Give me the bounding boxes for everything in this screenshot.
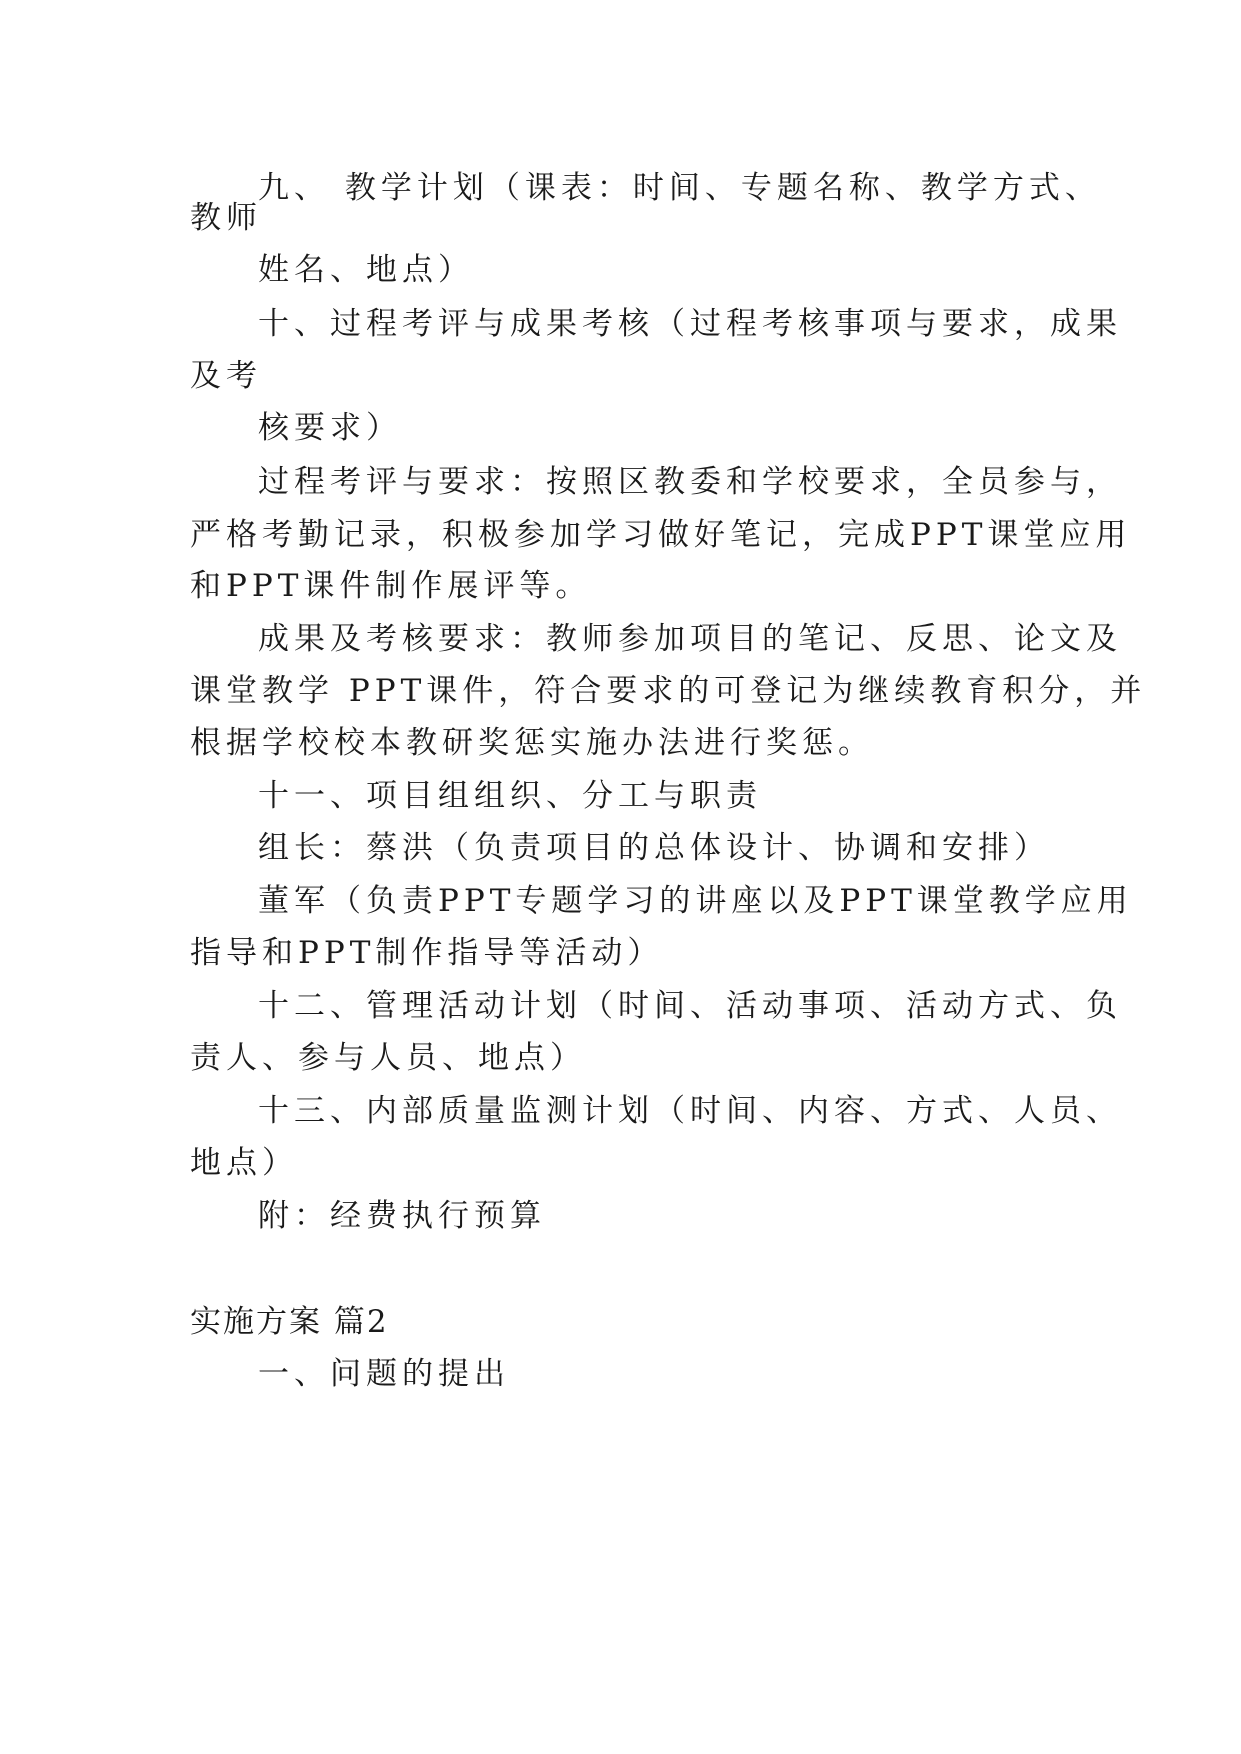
paragraph-line: 十、过程考评与成果考核（过程考核事项与要求，成果 [258, 306, 1122, 342]
paragraph-line: 指导和PPT制作指导等活动） [190, 935, 664, 971]
paragraph-line: 责人、参与人员、地点） [190, 1040, 586, 1076]
paragraph-line: 九、 教学计划（课表：时间、专题名称、教学方式、 [258, 170, 1101, 206]
paragraph-line: 地点） [190, 1145, 298, 1181]
section-title: 实施方案 篇2 [190, 1304, 389, 1340]
paragraph-line: 核要求） [258, 410, 402, 446]
paragraph-line: 附：经费执行预算 [258, 1198, 546, 1234]
paragraph-line: 董军（负责PPT专题学习的讲座以及PPT课堂教学应用 [258, 883, 1133, 919]
paragraph-line: 过程考评与要求：按照区教委和学校要求，全员参与， [258, 464, 1122, 500]
paragraph-line: 和PPT课件制作展评等。 [190, 568, 592, 604]
section-heading: 十二、管理活动计划（时间、活动事项、活动方式、负 [258, 988, 1122, 1024]
paragraph-line: 课堂教学 PPT课件，符合要求的可登记为继续教育积分，并 [190, 673, 1147, 709]
paragraph-line: 成果及考核要求：教师参加项目的笔记、反思、论文及 [258, 621, 1122, 657]
section-heading: 一、问题的提出 [258, 1356, 510, 1392]
section-heading: 十三、内部质量监测计划（时间、内容、方式、人员、 [258, 1093, 1122, 1129]
paragraph-line: 根据学校校本教研奖惩实施办法进行奖惩。 [190, 725, 874, 761]
paragraph-line: 教师 [190, 200, 262, 236]
paragraph-line: 及考 [190, 358, 262, 394]
section-heading: 十一、项目组组织、分工与职责 [258, 778, 762, 814]
paragraph-line: 严格考勤记录，积极参加学习做好笔记，完成PPT课堂应用 [190, 517, 1132, 553]
paragraph-line: 组长：蔡洪（负责项目的总体设计、协调和安排） [258, 830, 1050, 866]
paragraph-line: 姓名、地点） [258, 252, 474, 288]
